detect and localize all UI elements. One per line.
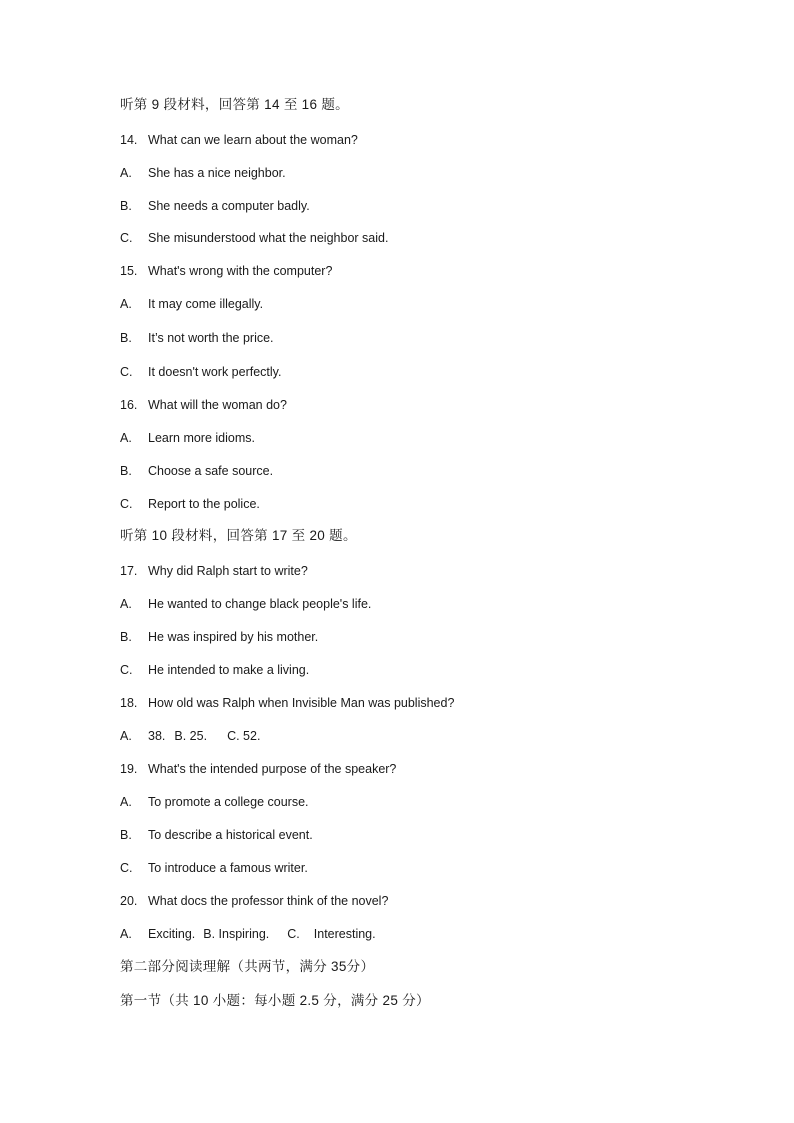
option-15a xyxy=(120,295,263,313)
option-label: A. xyxy=(120,795,132,809)
question-20 xyxy=(120,892,388,910)
part-2-section-1-heading: 第一节（共 10 小题：每小题 2.5 分，满分 25 分） xyxy=(120,993,430,1008)
option-text: He intended to make a living. xyxy=(148,663,310,677)
question-text: What can we learn about the woman? xyxy=(148,133,358,147)
option-c-text: Interesting. xyxy=(313,927,376,941)
option-label: B. xyxy=(120,331,132,345)
part-2-heading: 第二部分阅读理解（共两节，满分 35分） xyxy=(120,959,375,974)
option-label: C. xyxy=(120,497,133,511)
option-text: It doesn't work perfectly. xyxy=(148,365,282,379)
option-label: C. xyxy=(120,861,133,875)
option-label: C. xyxy=(120,663,133,677)
question-17 xyxy=(120,562,308,580)
option-b-text: B. 25. xyxy=(174,729,208,743)
option-text: She has a nice neighbor. xyxy=(148,166,286,180)
option-text: To promote a college course. xyxy=(148,795,309,809)
question-text: Why did Ralph start to write? xyxy=(148,564,308,578)
option-label: C. xyxy=(120,231,133,245)
question-text: How old was Ralph when Invisible Man was published? xyxy=(148,696,455,710)
option-text: He was inspired by his mother. xyxy=(148,630,319,644)
option-a-text: Exciting. xyxy=(148,927,196,941)
options-20 xyxy=(120,925,376,943)
option-b-text: B. Inspiring. xyxy=(203,927,270,941)
option-a-text: 38. xyxy=(148,729,166,743)
option-text: It may come illegally. xyxy=(148,297,264,311)
option-label: C. xyxy=(120,365,133,379)
option-17c xyxy=(120,661,309,679)
option-label: A. xyxy=(120,431,132,445)
option-text: Choose a safe source. xyxy=(148,464,274,478)
option-text: She misunderstood what the neighbor said. xyxy=(148,231,389,245)
question-number: 15. xyxy=(120,264,138,278)
option-19a xyxy=(120,793,309,811)
option-17b xyxy=(120,628,318,646)
question-text: What docs the professor think of the novel? xyxy=(148,894,389,908)
option-text: He wanted to change black people's life. xyxy=(148,597,372,611)
option-text: She needs a computer badly. xyxy=(148,199,310,213)
option-c-label: C. xyxy=(287,927,300,941)
option-text: Report to the police. xyxy=(148,497,260,511)
question-14 xyxy=(120,131,358,149)
question-number: 18. xyxy=(120,696,138,710)
option-c-text: C. 52. xyxy=(227,729,261,743)
question-16 xyxy=(120,396,287,414)
option-label: A. xyxy=(120,166,132,180)
option-label: B. xyxy=(120,199,132,213)
question-text: What's the intended purpose of the speaker? xyxy=(148,762,397,776)
question-number: 17. xyxy=(120,564,138,578)
question-number: 20. xyxy=(120,894,138,908)
option-19b xyxy=(120,826,313,844)
option-label: A. xyxy=(120,729,132,743)
question-number: 16. xyxy=(120,398,138,412)
option-17a xyxy=(120,595,371,613)
option-15c xyxy=(120,363,281,381)
option-14a xyxy=(120,164,286,182)
option-label: A. xyxy=(120,927,132,941)
option-text: It’s not worth the price. xyxy=(148,331,274,345)
section-10-heading: 听第 10 段材料，回答第 17 至 20 题。 xyxy=(120,528,357,543)
question-text: What will the woman do? xyxy=(148,398,287,412)
option-label: B. xyxy=(120,828,132,842)
question-15 xyxy=(120,262,332,280)
question-19 xyxy=(120,760,396,778)
option-16c xyxy=(120,495,260,513)
option-14c xyxy=(120,229,388,247)
option-19c xyxy=(120,859,308,877)
question-text: What's wrong with the computer? xyxy=(148,264,333,278)
option-text: To describe a historical event. xyxy=(148,828,313,842)
option-label: B. xyxy=(120,630,132,644)
option-16b xyxy=(120,462,273,480)
question-number: 14. xyxy=(120,133,138,147)
option-text: Learn more idioms. xyxy=(148,431,255,445)
question-18 xyxy=(120,694,454,712)
option-15b xyxy=(120,329,274,347)
question-number: 19. xyxy=(120,762,138,776)
option-label: A. xyxy=(120,597,132,611)
option-label: B. xyxy=(120,464,132,478)
section-9-heading: 听第 9 段材料，回答第 14 至 16 题。 xyxy=(120,97,349,112)
option-text: To introduce a famous writer. xyxy=(148,861,308,875)
option-14b xyxy=(120,197,310,215)
option-label: A. xyxy=(120,297,132,311)
options-18 xyxy=(120,727,260,745)
option-16a xyxy=(120,429,255,447)
